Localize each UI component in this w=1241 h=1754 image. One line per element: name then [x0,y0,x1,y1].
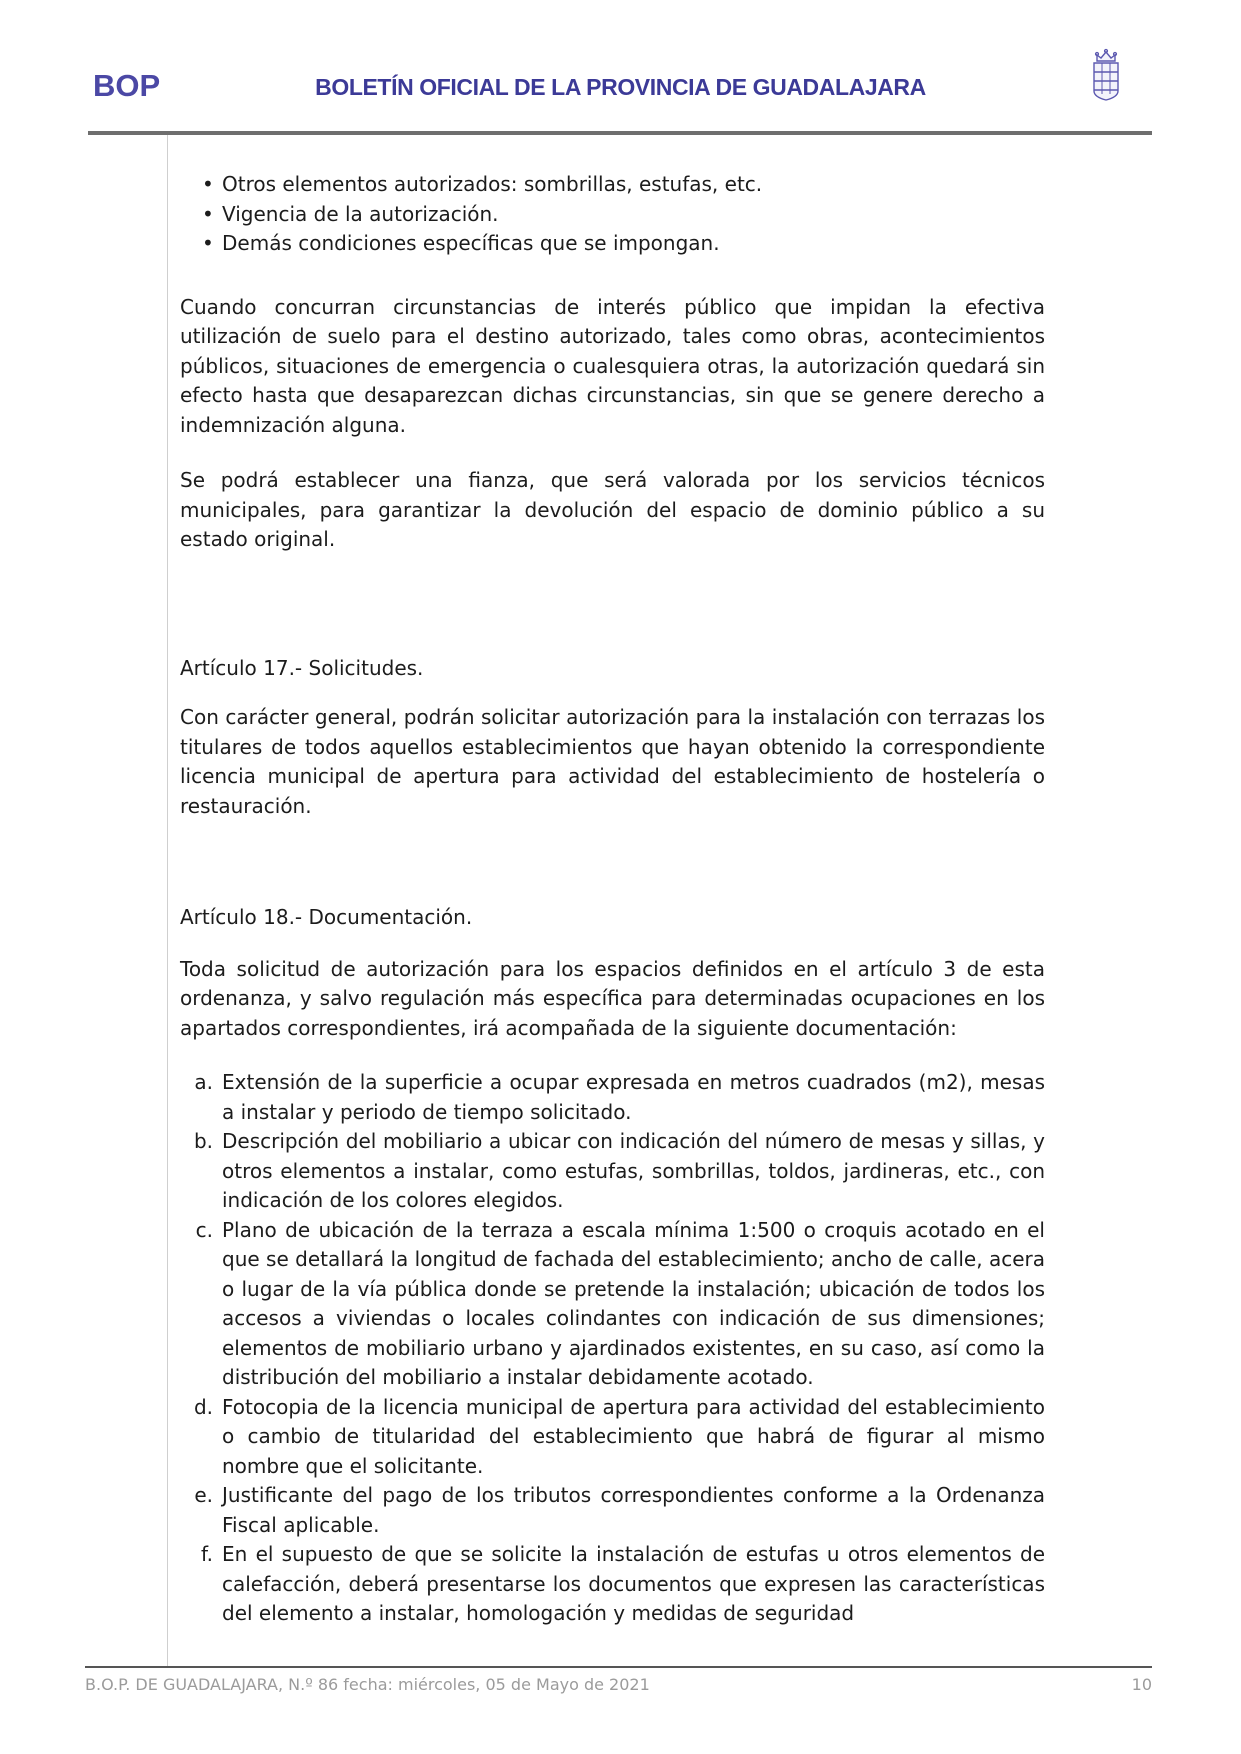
article-18-heading: Artículo 18.- Documentación. [180,905,473,929]
footer-divider [85,1666,1152,1668]
list-item [180,1540,1045,1629]
provincial-crest-icon [1085,47,1127,107]
documentation-list [180,1068,1045,1629]
bop-logo: BOP [93,68,161,103]
header-divider [88,131,1152,135]
list-item-marker: d. [193,1394,213,1419]
list-item: • Demás condiciones específicas que se impongan. [180,229,1045,259]
list-item-text: Plano de ubicación de la terraza a escala mínima 1:500 o croquis acotado en el que se detallará la longitud de fachada del establecimiento; ancho de calle, acera o lugar de la vía pública donde se pretende la instalación; ubicación de todos los accesos a viviendas o locales colindantes con indicación de sus dimensiones; elementos de mobiliario urbano y ajardinados existentes, en su caso, así como la distribución del mobiliario a instalar debidamente acotado. [222,1217,1045,1389]
document-body [180,170,1045,1629]
list-item-marker: a. [194,1070,213,1094]
list-item: • Vigencia de la autorización. [180,200,1045,230]
page-number: 10 [1131,1675,1152,1694]
paragraph-fianza: Se podrá establecer una fianza, que será valorada por los servicios técnicos municipales, para garantizar la devolución del espacio de dominio público a su estado original. [180,468,1045,551]
bulletin-title: BOLETÍN OFICIAL DE LA PROVINCIA DE GUADALAJARA [315,74,926,100]
list-item [180,1216,1045,1393]
list-item-text: Descripción del mobiliario a ubicar con indicación del número de mesas y sillas, y otros elementos a instalar, como estufas, sombrillas, toldos, jardineras, etc., con indicación de los colores elegidos. [222,1129,1045,1212]
list-item [180,1068,1045,1127]
footer-edition-info: B.O.P. DE GUADALAJARA, N.º 86 fecha: miércoles, 05 de Mayo de 2021 [85,1675,650,1694]
list-item-marker: c. [195,1217,213,1242]
list-item-text: Extensión de la superficie a ocupar expresada en metros cuadrados (m2), mesas a instalar y periodo de tiempo solicitado. [222,1070,1045,1124]
paragraph-public-interest: Cuando concurran circunstancias de interés público que impidan la efectiva utilización de suelo para el destino autorizado, tales como obras, acontecimientos públicos, situaciones de emergencia o cualesquiera otras, la autorización quedará sin efecto hasta que desaparezcan dichas circunstancias, sin que se genere derecho a indemnización alguna. [180,294,1045,437]
list-item-marker: b. [193,1129,213,1153]
list-item-text: Justificante del pago de los tributos correspondientes conforme a la Ordenanza Fiscal aplicable. [222,1483,1045,1537]
paragraph-article-17-body: Con carácter general, podrán solicitar autorización para la instalación con terrazas los titulares de todos aquellos establecimientos que hayan obtenido la correspondiente licencia municipal de apertura para actividad del establecimiento de hostelería o restauración. [180,705,1045,818]
paragraph-article-18-body: Toda solicitud de autorización para los espacios definidos en el artículo 3 de esta ordenanza, y salvo regulación más específica para determinadas ocupaciones en los apartados correspondientes, irá acompañada de la siguiente documentación: [180,956,1045,1040]
list-item [180,1127,1045,1216]
list-item-marker: e. [194,1483,213,1507]
list-item: • Otros elementos autorizados: sombrillas, estufas, etc. [180,170,1045,200]
list-item [180,1393,1045,1482]
list-item-marker: f. [201,1542,213,1566]
article-17-heading: Artículo 17.- Solicitudes. [180,655,424,680]
bullet-list [180,170,1045,259]
list-item-text: En el supuesto de que se solicite la instalación de estufas u otros elementos de calefacción, deberá presentarse los documentos que expresen las características del elemento a instalar, homologación y medidas de seguridad [222,1542,1045,1625]
list-item-text: Fotocopia de la licencia municipal de apertura para actividad del establecimiento o cambio de titularidad del establecimiento que habrá de figurar al mismo nombre que el solicitante. [222,1394,1045,1478]
content-left-border [167,135,168,1666]
list-item [180,1481,1045,1540]
